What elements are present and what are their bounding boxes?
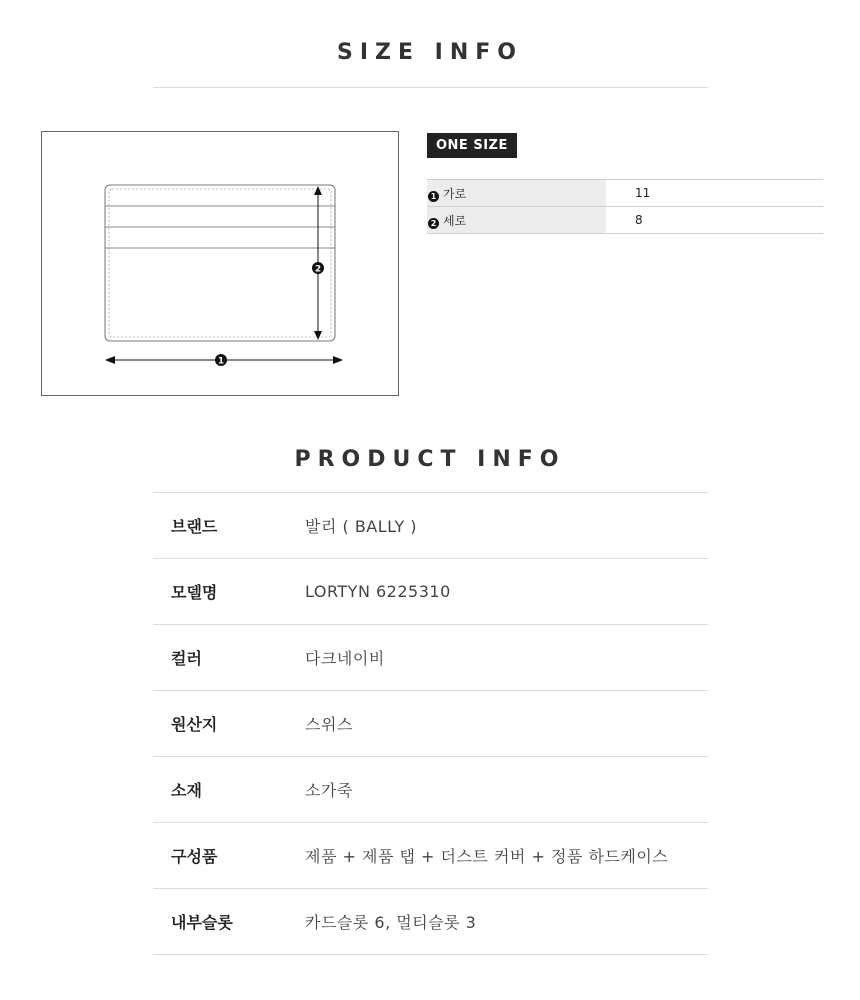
product-value: 카드슬롯 6, 멀티슬롯 3 xyxy=(305,889,708,955)
product-row-brand xyxy=(153,493,708,559)
product-row-slots xyxy=(153,889,708,955)
marker-1-label: 1 xyxy=(217,356,225,367)
size-table xyxy=(427,179,823,234)
product-row-components xyxy=(153,823,708,889)
size-label-cell xyxy=(427,207,606,234)
number-2-icon: 2 xyxy=(428,218,439,229)
product-row-model xyxy=(153,559,708,625)
product-value: 발리 ( BALLY ) xyxy=(305,493,708,559)
size-value: 11 xyxy=(606,180,823,207)
product-key: 소재 xyxy=(153,757,305,823)
product-value: LORTYN 6225310 xyxy=(305,559,708,625)
product-row-color xyxy=(153,625,708,691)
product-value: 다크네이비 xyxy=(305,625,708,691)
size-label: 가로 xyxy=(443,186,467,201)
product-value: 스위스 xyxy=(305,691,708,757)
marker-1 xyxy=(215,354,227,367)
product-key: 원산지 xyxy=(153,691,305,757)
number-1-icon: 1 xyxy=(428,191,439,202)
size-row-height xyxy=(427,207,823,234)
marker-2 xyxy=(312,262,324,275)
product-info-table xyxy=(153,492,708,955)
one-size-badge: ONE SIZE xyxy=(427,133,517,158)
card-holder-outline xyxy=(105,185,335,341)
product-key: 내부슬롯 xyxy=(153,889,305,955)
size-info-title: SIZE INFO xyxy=(337,40,523,65)
product-value: 제품 + 제품 탭 + 더스트 커버 + 정품 하드케이스 xyxy=(305,823,708,889)
product-value: 소가죽 xyxy=(305,757,708,823)
product-key: 컬러 xyxy=(153,625,305,691)
product-row-material xyxy=(153,757,708,823)
size-info-divider xyxy=(153,87,708,88)
card-holder-diagram xyxy=(41,131,399,396)
product-row-origin xyxy=(153,691,708,757)
product-info-title: PRODUCT INFO xyxy=(294,447,566,472)
product-key: 모델명 xyxy=(153,559,305,625)
size-label: 세로 xyxy=(443,213,467,228)
marker-2-label: 2 xyxy=(314,264,322,275)
product-key: 구성품 xyxy=(153,823,305,889)
size-label-cell xyxy=(427,180,606,207)
size-row-width xyxy=(427,180,823,207)
product-key: 브랜드 xyxy=(153,493,305,559)
size-value: 8 xyxy=(606,207,823,234)
